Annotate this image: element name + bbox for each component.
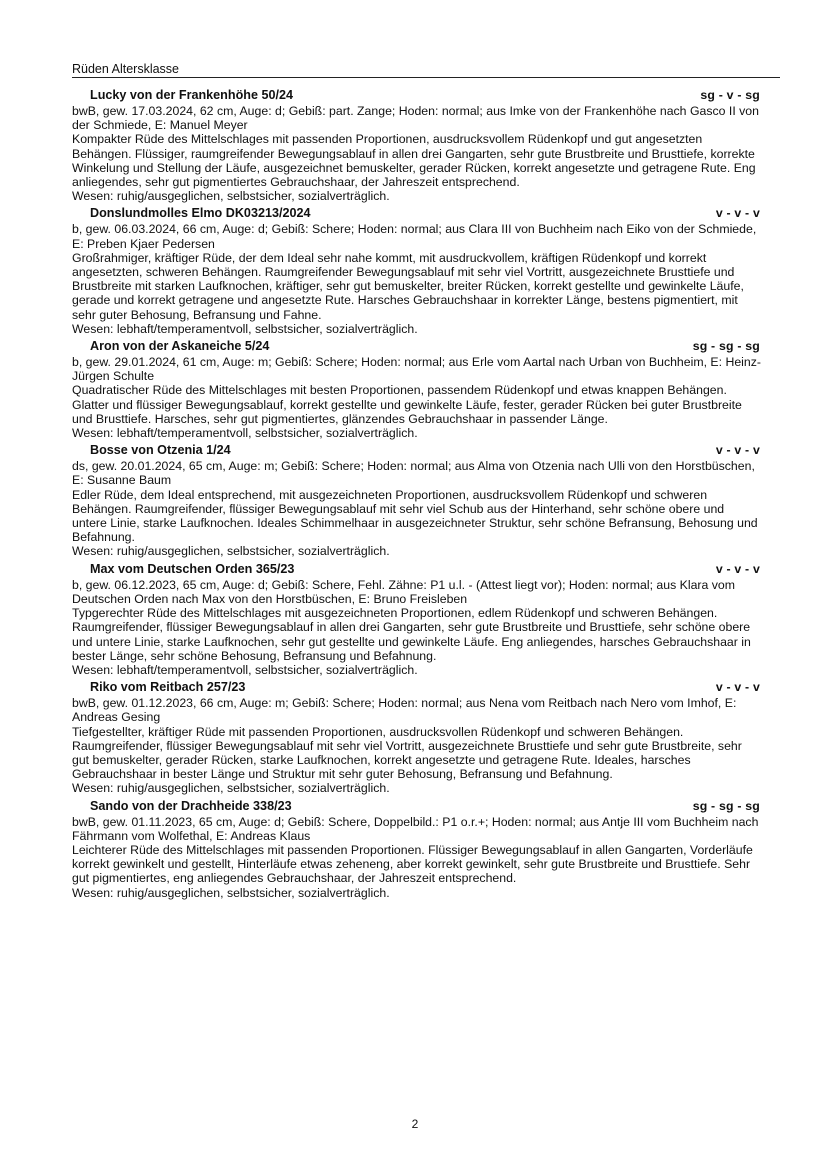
grades: sg - v - sg <box>700 88 760 102</box>
dog-name: Sando von der Drachheide 338/23 <box>90 798 292 813</box>
dog-name: Riko vom Reitbach 257/23 <box>90 680 246 695</box>
dog-details: b, gew. 06.12.2023, 65 cm, Auge: d; Gebiß: Schere, Fehl. Zähne: P1 u.l. - (Attest liegt vor); Hoden: normal; aus Klara vom Deutschen Orden nach Max von den Horstbüschen, E: Bruno Freisleben <box>72 577 736 606</box>
grades: sg - sg - sg <box>692 798 760 813</box>
dog-description: Edler Rüde, dem Ideal entsprechend, mit ausgezeichneten Proportionen, ausdrucksvollem Rüdenkopf und schweren Behängen. Raumgreifender, flüssiger Bewegungsablauf mit sehr viel Schub aus der Hinterhand, sehr schöne obere und untere Linie, starke Laufknochen. Ideales Schimmelhaar in ausgezeichneter Struktur, sehr schöne Befransung, Behosung und Befahnung. <box>72 487 758 545</box>
dog-temperament: Wesen: ruhig/ausgeglichen, selbstsicher, sozialverträglich. <box>72 189 390 204</box>
entry-body <box>72 578 762 677</box>
dog-entry <box>72 87 762 203</box>
entry-body <box>72 355 762 440</box>
dog-details: bwB, gew. 17.03.2024, 62 cm, Auge: d; Gebiß: part. Zange; Hoden: normal; aus Imke von der Frankenhöhe nach Gasco II von der Schmiede, E: Manuel Meyer <box>72 104 759 133</box>
entry-heading <box>72 338 762 355</box>
dog-description: Großrahmiger, kräftiger Rüde, der dem Ideal sehr nahe kommt, mit ausdruckvollem, kräftigen Rüdenkopf und korrekt angesetzten, schweren Behängen. Raumgreifender Bewegungsablauf mit sehr viel Vortritt, ausgezeichnete Brusttiefe und Brustbreite mit starken Laufknochen, kräftiger, sehr gut bemuskelter, breiter Rücken, korrekt gestellte und gewinkelte Läufe, gerade und korrekt getragene und angesetzte Rute. Harsches Gebrauchshaar in korrekter Länge, bestens pigmentiert, mit sehr guter Behosung, Befransung und Fahne. <box>72 250 744 322</box>
entry-list <box>72 87 762 902</box>
dog-details: bwB, gew. 01.12.2023, 66 cm, Auge: m; Gebiß: Schere; Hoden: normal; aus Nena vom Reitbach nach Nero vom Imhof, E: Andreas Gesing <box>72 696 737 725</box>
grades: v - v - v <box>715 206 760 221</box>
entry-heading <box>72 87 762 104</box>
dog-temperament: Wesen: ruhig/ausgeglichen, selbstsicher, sozialverträglich. <box>72 885 390 900</box>
dog-description: Typgerechter Rüde des Mittelschlages mit ausgezeichneten Proportionen, edlem Rüdenkopf und schweren Behängen. Raumgreifender, flüssiger Bewegungsablauf in allen drei Gangarten, sehr gute Brustbreite und Brusttiefe, sehr schöne obere und untere Linie, starke Laufknochen, sehr gut gestellte und gewinkelte Läufe. Eng anliegendes, harsches Gebrauchshaar in bester Länge, sehr schöne Behosung, Befransung und Befahnung. <box>72 606 751 663</box>
dog-details: ds, gew. 20.01.2024, 65 cm, Auge: m; Gebiß: Schere; Hoden: normal; aus Alma von Otzenia nach Ulli von den Horstbüschen, E: Susanne Baum <box>72 459 755 488</box>
grades: v - v - v <box>715 561 760 576</box>
dog-name: Aron von der Askaneiche 5/24 <box>90 339 270 354</box>
dog-description: Quadratischer Rüde des Mittelschlages mit besten Proportionen, passendem Rüdenkopf und etwas knappen Behängen. Glatter und flüssiger Bewegungsablauf, korrekt gestellte und gewinkelte Läufe, fester, gerader Rücken bei guter Brustbreite und Brusttiefe. Harsches, sehr gut pigmentiertes, glänzendes Gebrauchshaar in passender Länge. <box>72 383 742 426</box>
entry-heading <box>72 679 762 696</box>
dog-entry <box>72 205 762 336</box>
entry-body <box>72 104 762 203</box>
section-divider <box>72 77 780 78</box>
section-header: Rüden Altersklasse <box>72 62 180 76</box>
entry-body <box>72 222 762 336</box>
entry-body <box>72 459 762 558</box>
entry-heading <box>72 442 762 459</box>
dog-details: bwB, gew. 01.11.2023, 65 cm, Auge: d; Gebiß: Schere, Doppelbild.: P1 o.r.+; Hoden: normal; aus Antje III vom Buchheim nach Fährmann vom Wolfethal, E: Andreas Klaus <box>72 814 759 843</box>
dog-details: b, gew. 06.03.2024, 66 cm, Auge: d; Gebiß: Schere; Hoden: normal; aus Clara III von Buchheim nach Eiko von der Schmiede, E: Preben Kjaer Pedersen <box>72 222 757 251</box>
dog-name: Lucky von der Frankenhöhe 50/24 <box>90 88 293 102</box>
dog-description: Tiefgestellter, kräftiger Rüde mit passenden Proportionen, ausdrucksvollen Rüdenkopf und schweren Behängen. Raumgreifender, flüssiger Bewegungsablauf mit sehr viel Vortritt, ausgezeichnete Brusttiefe und sehr gute Brustbreite, sehr gut bemuskelter, gerader Rücken, starke Laufknochen, korrekt angesetzte und getragene Rute. Ideales, harsches Gebrauchshaar in bester Länge und Struktur mit sehr guter Behosung, Befransung und Befahnung. <box>72 724 742 782</box>
entry-body <box>72 815 762 900</box>
dog-temperament: Wesen: lebhaft/temperamentvoll, selbstsicher, sozialverträglich. <box>72 426 418 441</box>
dog-entry <box>72 442 762 558</box>
dog-details: b, gew. 29.01.2024, 61 cm, Auge: m; Gebiß: Schere; Hoden: normal; aus Erle vom Aartal nach Urban von Buchheim, E: Heinz-Jürgen Schulte <box>72 355 761 384</box>
entry-heading <box>72 798 762 815</box>
dog-temperament: Wesen: ruhig/ausgeglichen, selbstsicher, sozialverträglich. <box>72 544 390 559</box>
grades: sg - sg - sg <box>692 339 760 354</box>
dog-temperament: Wesen: ruhig/ausgeglichen, selbstsicher, sozialverträglich. <box>72 781 390 796</box>
dog-description: Kompakter Rüde des Mittelschlages mit passenden Proportionen, ausdrucksvollem Rüdenkopf und gut angesetzten Behängen. Flüssiger, raumgreifender Bewegungsablauf in allen drei Gangarten, sehr gute Brustbreite und Brusttiefe, korrekte Winkelung und Stellung der Läufe, ausgezeichnet bemuskelter, gerader Rücken, korrekt angesetzte und getragene Rute. Eng anliegendes, sehr gut pigmentiertes Gebrauchshaar, der Jahreszeit entsprechend. <box>72 132 756 190</box>
grades: v - v - v <box>715 680 760 695</box>
page-number: 2 <box>411 1117 419 1131</box>
entry-heading <box>72 205 762 222</box>
entry-heading <box>72 561 762 578</box>
dog-entry <box>72 798 762 900</box>
dog-name: Max vom Deutschen Orden 365/23 <box>90 561 295 576</box>
dog-entry <box>72 679 762 795</box>
dog-temperament: Wesen: lebhaft/temperamentvoll, selbstsicher, sozialverträglich. <box>72 321 418 336</box>
entry-body <box>72 696 762 795</box>
dog-temperament: Wesen: lebhaft/temperamentvoll, selbstsicher, sozialverträglich. <box>72 662 418 677</box>
dog-entry <box>72 338 762 440</box>
dog-entry <box>72 561 762 677</box>
dog-description: Leichterer Rüde des Mittelschlages mit passenden Proportionen. Flüssiger Bewegungsablauf in allen Gangarten, Vorderläufe korrekt gewinkelt und gestellt, Hinterläufe etwas zeheneng, aber korrekt gewinkelt, sehr gute Brustbreite und Brusttiefe. Sehr gut pigmentiertes, eng anliegendes Gebrauchshaar, der Jahreszeit entsprechend. <box>72 842 753 886</box>
grades: v - v - v <box>715 443 760 458</box>
dog-name: Bosse von Otzenia 1/24 <box>90 443 231 458</box>
dog-name: Donslundmolles Elmo DK03213/2024 <box>90 206 311 221</box>
